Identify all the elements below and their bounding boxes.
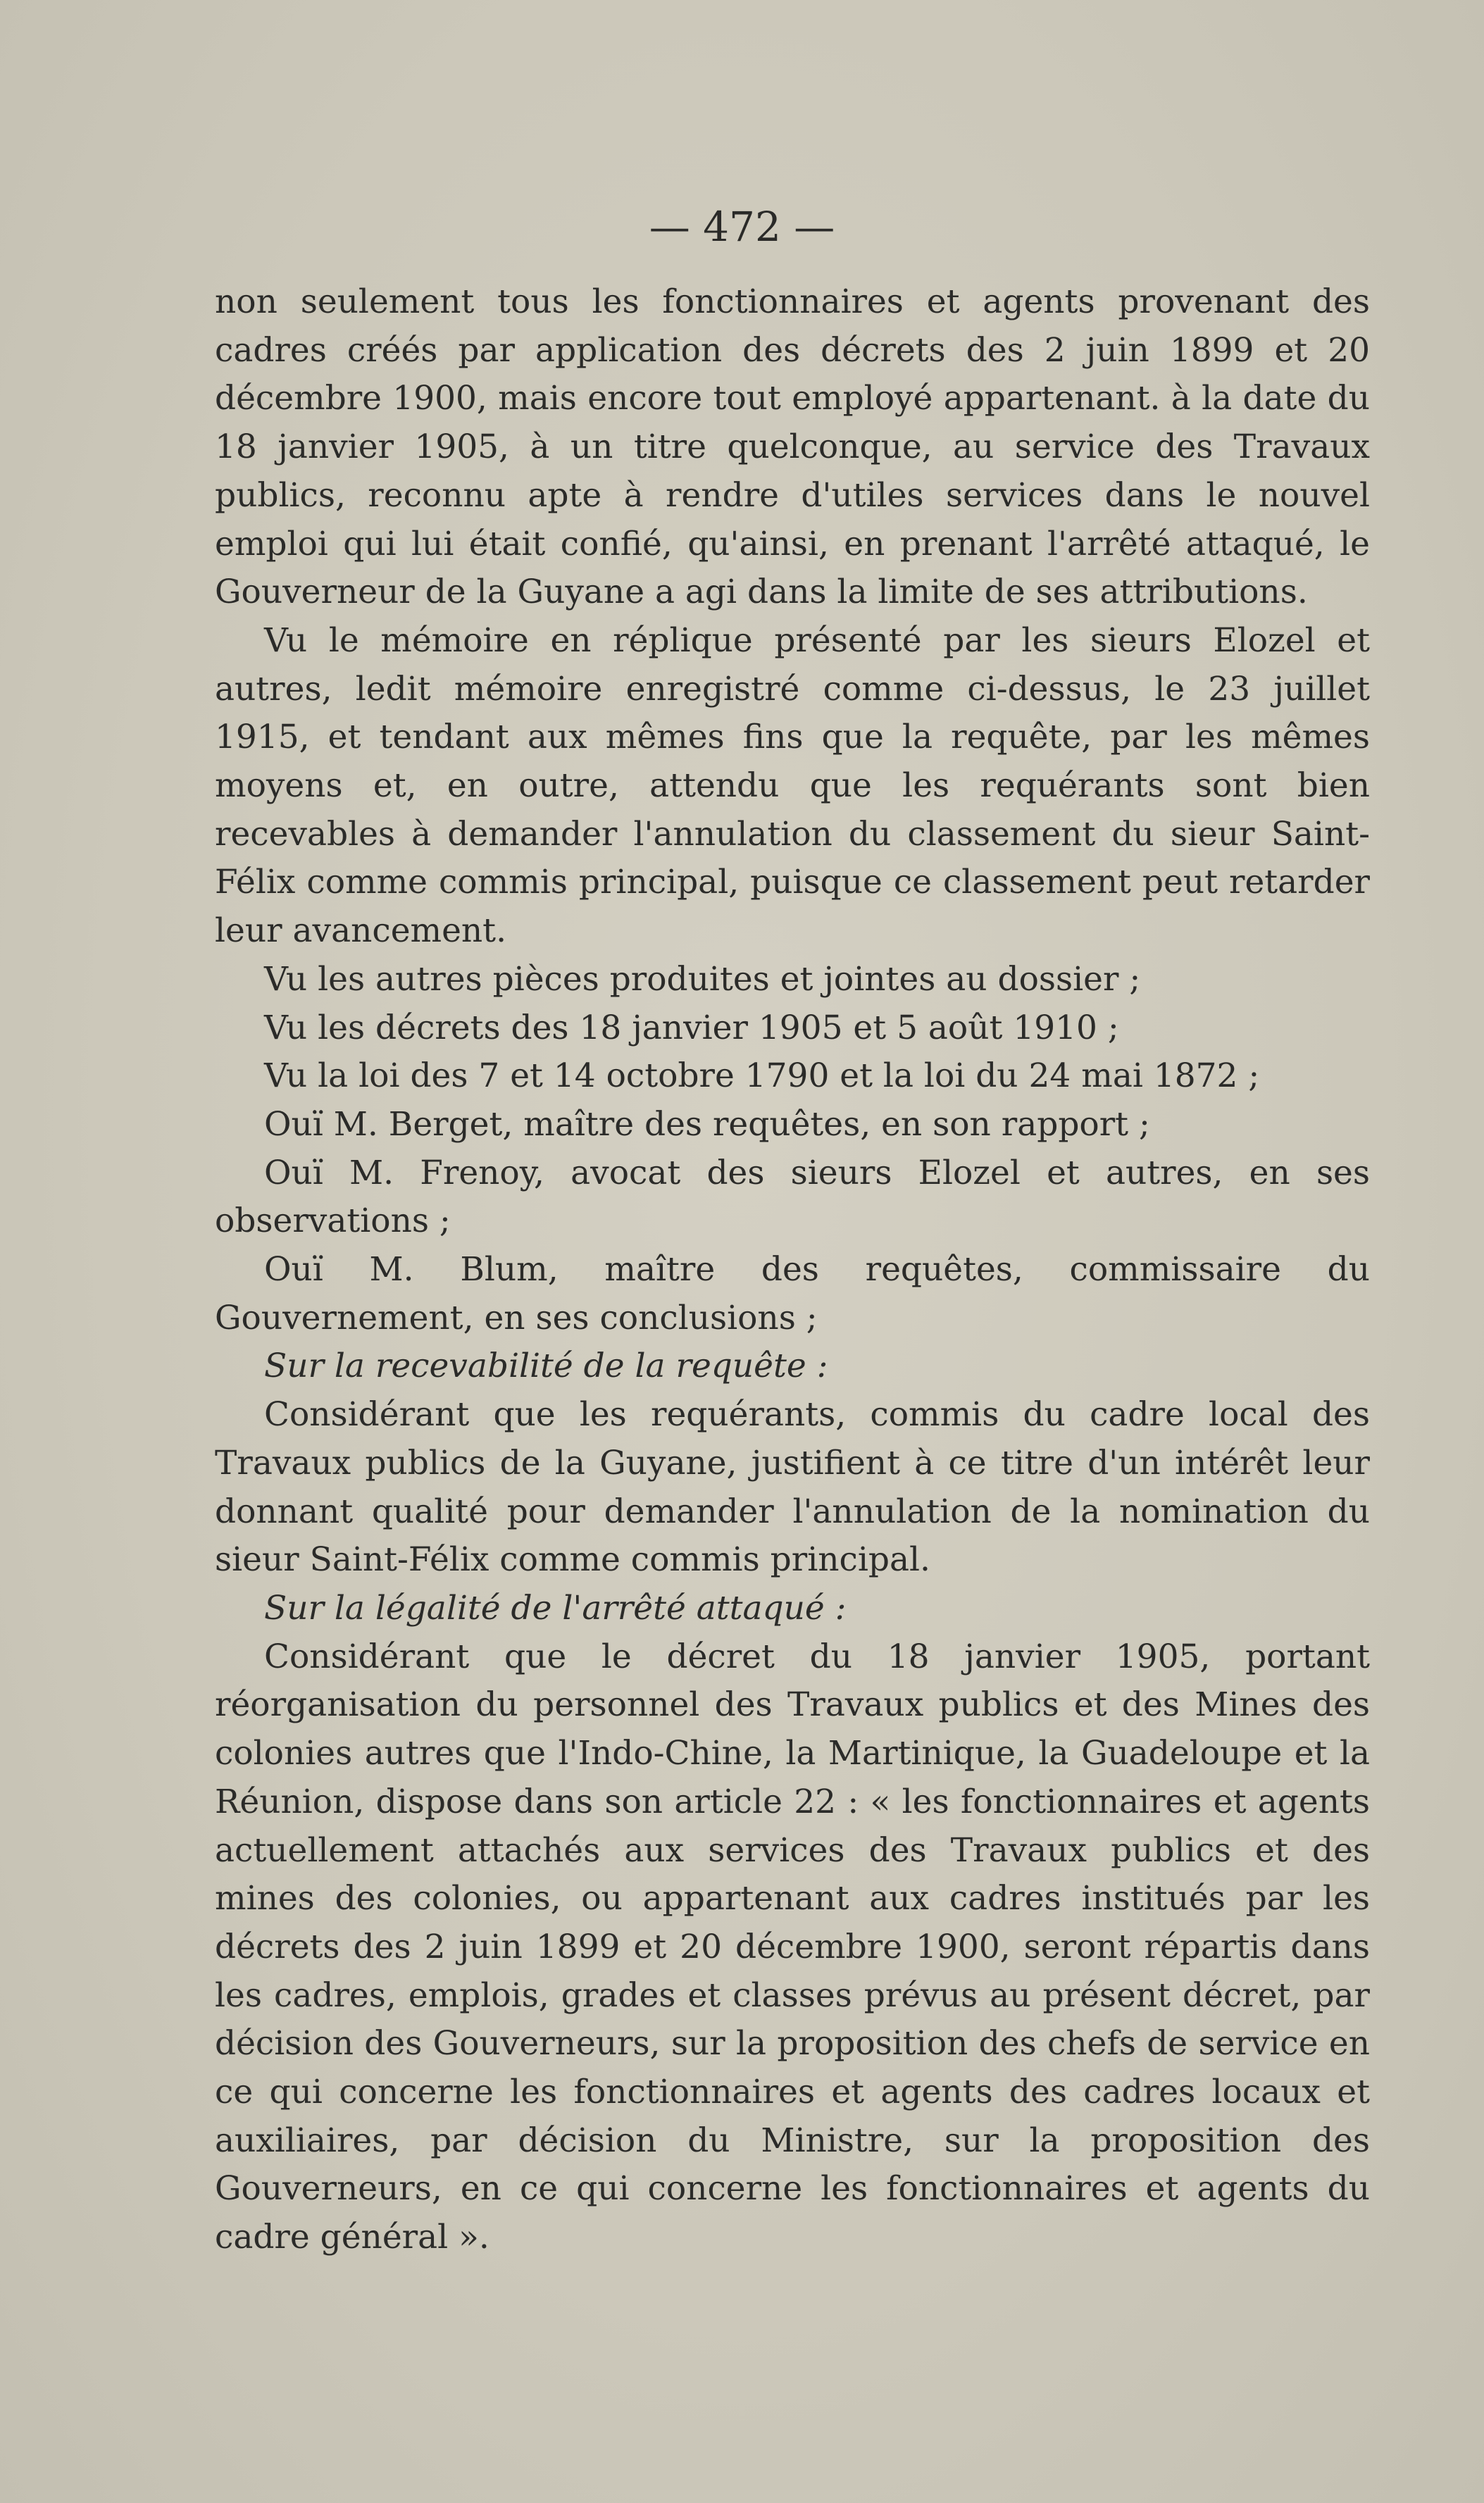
body-text — [215, 278, 1370, 2262]
paragraph-vu-decrets: Vu les décrets des 18 janvier 1905 et 5 août 1910 ; — [264, 1008, 1119, 1047]
heading-legalite: Sur la légalité de l'arrêté attaqué : — [264, 1588, 847, 1628]
paragraph-vu-pieces: Vu les autres pièces produites et jointes au dossier ; — [264, 959, 1141, 999]
paragraph-oui-blum: Ouï M. Blum, maître des requêtes, commissaire du Gouvernement, en ses conclusions ; — [215, 1250, 1370, 1337]
paragraph-oui-berget: Ouï M. Berget, maître des requêtes, en son rapport ; — [264, 1104, 1150, 1144]
page-number: — 472 — — [649, 203, 835, 251]
paragraph-vu-memoire: Vu le mémoire en réplique présenté par les sieurs Elozel et autres, ledit mémoire enregistré comme ci-dessus, le 23 juillet 1915, et tendant aux mêmes fins que la requête, par les mêmes moyens et, en outre, attendu que les requérants sont bien recevables à demander l'annulation du classement du sieur Saint-Félix comme commis principal, puisque ce classement peut retarder leur avancement. — [215, 620, 1370, 951]
paragraph-vu-loi: Vu la loi des 7 et 14 octobre 1790 et la loi du 24 mai 1872 ; — [264, 1056, 1260, 1096]
paragraph-considerant-decret: Considérant que le décret du 18 janvier 1905, portant réorganisation du personnel des Travaux publics et des Mines des colonies autres que l'Indo-Chine, la Martinique, la Guadeloupe et la Réunion, dispose dans son article 22 : « les fonctionnaires et agents actuellement attachés aux services des Travaux publics et des mines des colonies, ou appartenant aux cadres institués par les décrets des 2 juin 1899 et 20 décembre 1900, seront répartis dans les cadres, emplois, grades et classes prévus au présent décret, par décision des Gouverneurs, sur la proposition des chefs de service en ce qui concerne les fonctionnaires et agents des cadres locaux et auxiliaires, par décision du Ministre, sur la proposition des Gouverneurs, en ce qui concerne les fonctionnaires et agents du cadre général ». — [215, 1637, 1370, 2257]
paragraph-continuation: non seulement tous les fonctionnaires et agents provenant des cadres créés par application des décrets des 2 juin 1899 et 20 décembre 1900, mais encore tout employé appartenant. à la date du 18 janvier 1905, à un titre quelconque, au service des Travaux publics, reconnu apte à rendre d'utiles services dans le nouvel emploi qui lui était confié, qu'ainsi, en prenant l'arrêté attaqué, le Gouverneur de la Guyane a agi dans la limite de ses attributions. — [215, 282, 1370, 612]
paragraph-considerant-requerants: Considérant que les requérants, commis du cadre local des Travaux publics de la Guyane, justifient à ce titre d'un intérêt leur donnant qualité pour demander l'annulation de la nomination du sieur Saint-Félix comme commis principal. — [215, 1395, 1370, 1580]
paragraph-oui-frenoy: Ouï M. Frenoy, avocat des sieurs Elozel et autres, en ses observations ; — [215, 1153, 1370, 1241]
heading-recevabilite: Sur la recevabilité de la requête : — [264, 1347, 828, 1386]
